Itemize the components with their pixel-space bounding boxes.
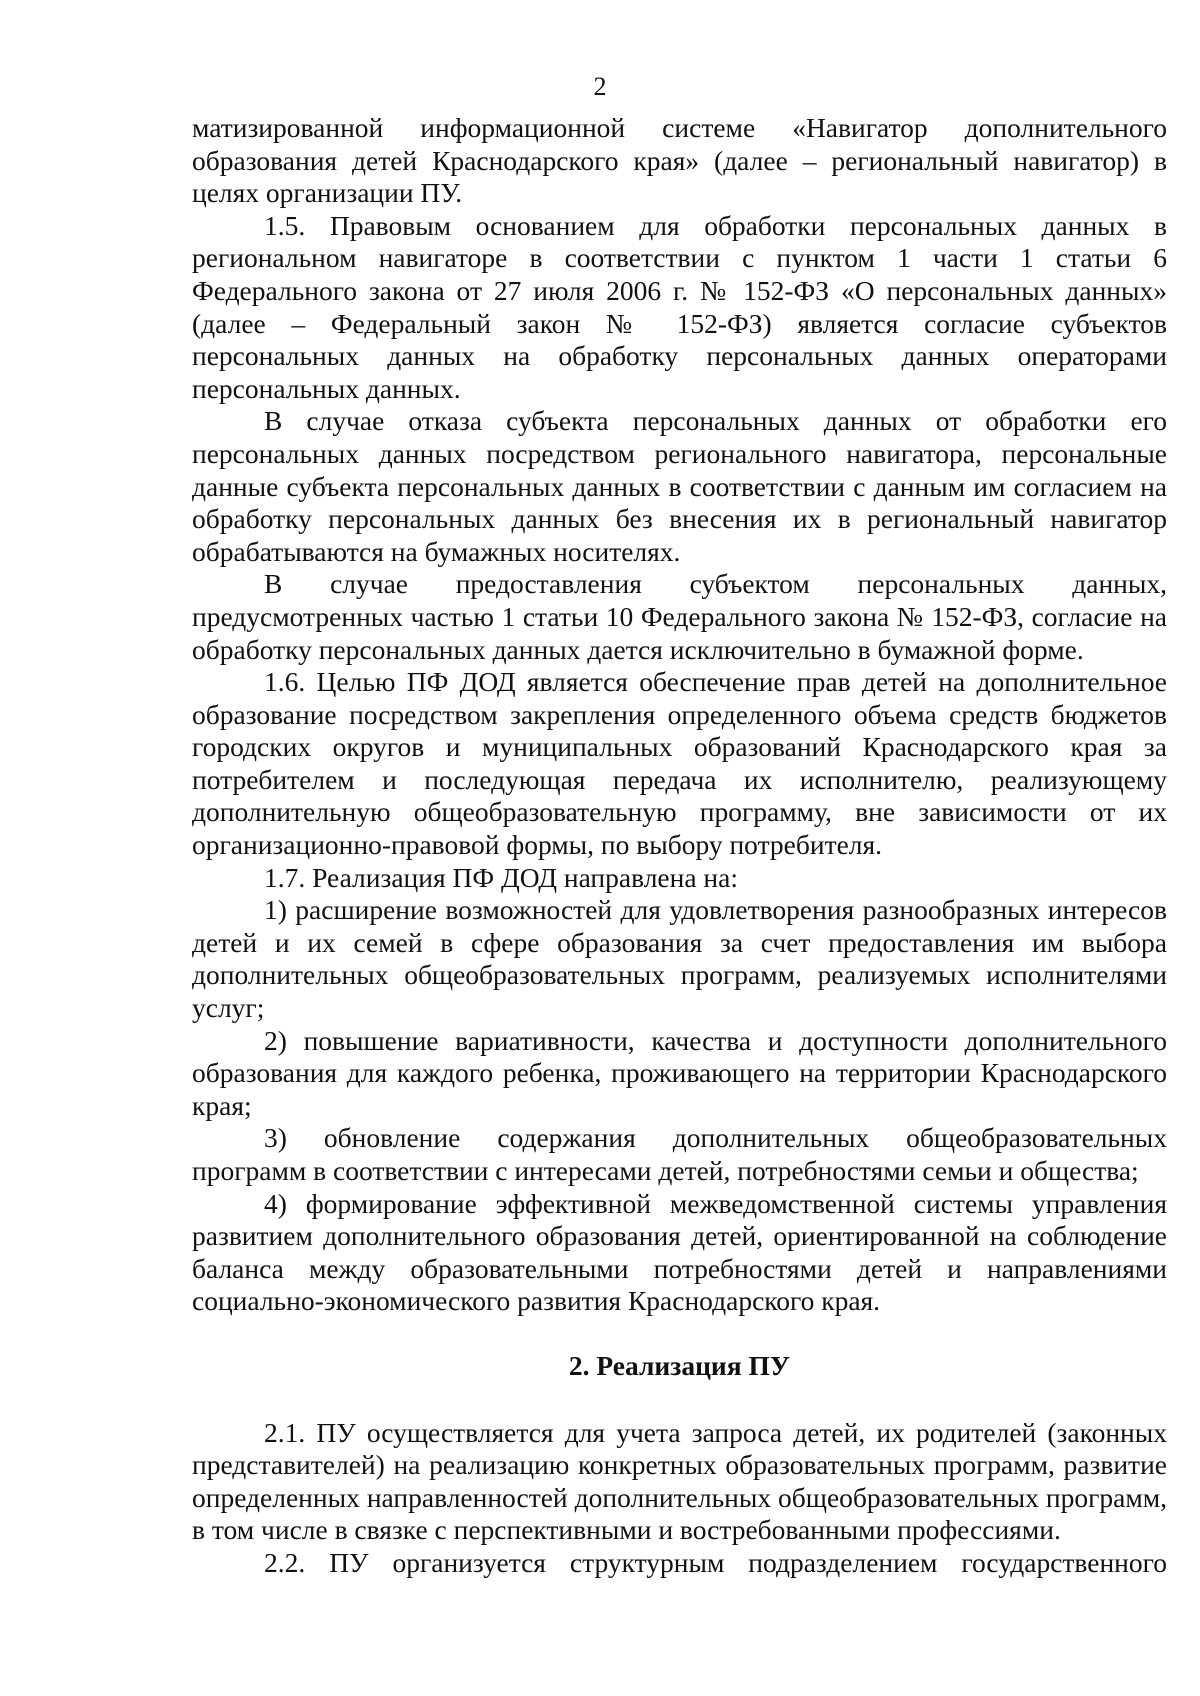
paragraph-1-6: 1.6. Целью ПФ ДОД является обеспечение прав детей на дополнительное образование посредством закрепления определенного объема средств бюджетов городских округов и муниципальных образований Краснодарского края за потребителем и последующая передача их исполнителю, реализующему дополнительную общеобразовательную программу, вне зависимости от их организационно-правовой формы, по выбору потребителя. <box>192 666 1167 861</box>
paragraph-2-2: 2.2. ПУ организуется структурным подразделением государственного <box>264 1546 1167 1578</box>
page-number: 2 <box>593 72 607 101</box>
paragraph-2-1: 2.1. ПУ осуществляется для учета запроса детей, их родителей (законных представителей) на реализацию конкретных образовательных программ, развитие определенных направленностей дополнительных общеобразовательных программ, в том числе в связке с перспективными и востребованными профессиями. <box>192 1416 1167 1546</box>
paragraph-continuation: матизированной информационной системе «Навигатор дополнительного образования детей Краснодарского края» (далее – региональный навигатор) в целях организации ПУ. <box>192 112 1167 209</box>
paragraph-refusal-case: В случае отказа субъекта персональных данных от обработки его персональных данных посредством регионального навигатора, персональные данные субъекта персональных данных в соответствии с данным им согласием на обработку персональных данных без внесения их в региональный навигатор обрабатываются на бумажных носителях. <box>192 405 1167 567</box>
paragraph-1-5: 1.5. Правовым основанием для обработки персональных данных в региональном навигаторе в соответствии с пунктом 1 части 1 статьи 6 Федерального закона от 27 июля 2006 г. № 152-ФЗ «О персональных данных» (далее – Федеральный закон № 152-ФЗ) является согласие субъектов персональных данных на обработку персональных данных операторами персональных данных. <box>192 209 1167 404</box>
paragraph-1-7: 1.7. Реализация ПФ ДОД направлена на: <box>264 861 738 893</box>
list-item-1: 1) расширение возможностей для удовлетворения разнообразных интересов детей и их семей в сфере образования за счет предоставления им выбора дополнительных общеобразовательных программ, реализуемых исполнителями услуг; <box>192 894 1167 1024</box>
document-body <box>192 112 1167 1580</box>
list-item-2: 2) повышение вариативности, качества и доступности дополнительного образования для каждого ребенка, проживающего на территории Краснодарского края; <box>192 1024 1167 1121</box>
paragraph-paper-consent: В случае предоставления субъектом персональных данных, предусмотренных частью 1 статьи 10 Федерального закона № 152-ФЗ, согласие на обработку персональных данных дается исключительно в бумажной форме. <box>192 568 1167 665</box>
list-item-4: 4) формирование эффективной межведомственной системы управления развитием дополнительного образования детей, ориентированной на соблюдение баланса между образовательными потребностями детей и направлениями социально-экономического развития Краснодарского края. <box>192 1187 1167 1317</box>
list-item-3: 3) обновление содержания дополнительных общеобразовательных программ в соответствии с интересами детей, потребностями семьи и общества; <box>192 1122 1167 1186</box>
section-heading: 2. Реализация ПУ <box>568 1349 791 1381</box>
